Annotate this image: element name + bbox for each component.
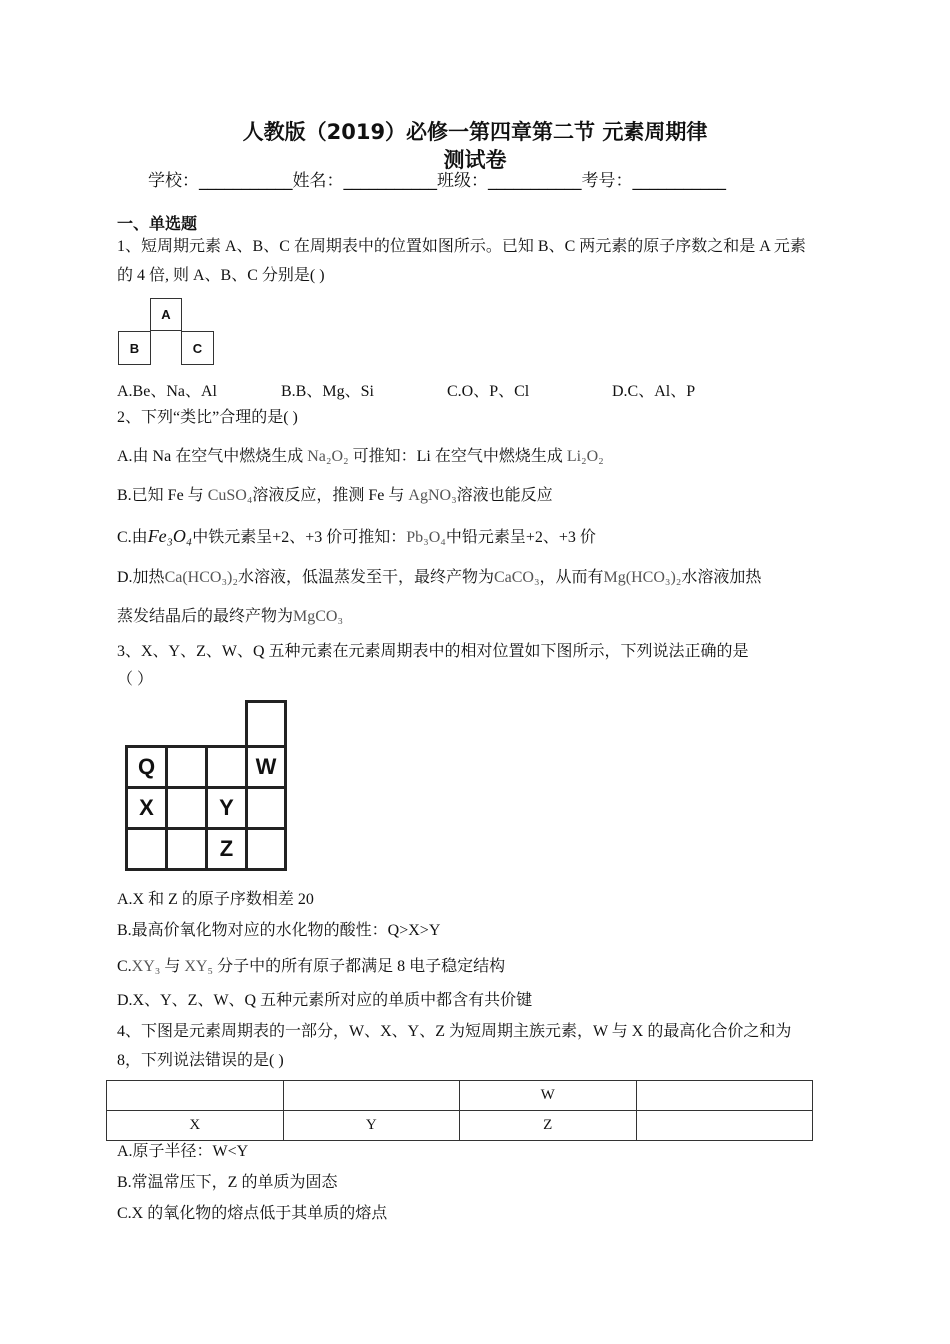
q1-cell-c: C	[181, 331, 214, 365]
q3-option-a: A.X 和 Z 的原子序数相差 20	[117, 891, 314, 908]
q2-option-a: A.由 Na 在空气中燃烧生成 Na₂O₂ 可推知：Li 在空气中燃烧生成 Li₂O₂	[117, 448, 604, 465]
q3-stem-2: （ ）	[117, 671, 154, 688]
subtitle: 测试卷	[443, 148, 507, 172]
q2-option-c: C.由Fe₃O₄中铁元素呈+2、+3 价可推知：Pb₃O₄中铅元素呈+2、+3 价	[117, 526, 596, 546]
q3-stem: 3、X、Y、Z、W、Q 五种元素在元素周期表中的相对位置如下图所示，下列说法正确的是	[117, 643, 749, 660]
q1-option-b: B.B、Mg、Si	[281, 383, 374, 400]
q3-option-b: B.最高价氧化物对应的水化物的酸性：Q>X>Y	[117, 922, 441, 939]
q4-stem-2: 8，下列说法错误的是( )	[117, 1052, 284, 1069]
q1-cell-b: B	[118, 331, 151, 365]
q2-option-d-cont: 蒸发结晶后的最终产物为MgCO₃	[117, 608, 344, 625]
q1-cell-a: A	[150, 298, 182, 331]
q4-option-a: A.原子半径：W<Y	[117, 1143, 249, 1160]
q4-option-b: B.常温常压下，Z 的单质为固态	[117, 1174, 338, 1191]
q2-option-b: B.已知 Fe 与 CuSO₄溶液反应，推测 Fe 与 AgNO₃溶液也能反应	[117, 487, 553, 504]
q3-option-d: D.X、Y、Z、W、Q 五种元素所对应的单质中都含有共价键	[117, 992, 533, 1009]
q4-stem: 4、下图是元素周期表的一部分，W、X、Y、Z 为短周期主族元素，W 与 X 的最高化合价之和为	[117, 1023, 792, 1040]
table-row: W	[107, 1081, 813, 1111]
q3-option-c: C.XY₃ 与 XY₅ 分子中的所有原子都满足 8 电子稳定结构	[117, 958, 506, 975]
q2-stem: 2、下列“类比”合理的是( )	[117, 409, 298, 426]
document-page: 人教版（2019）必修一第四章第二节 元素周期律 测试卷 学校：___________姓名：___________班级：___________考号：___________ 一、单选题 1、短周期元素 A、B、C 在周期表中的位置如图所示。已知 B、C 两元素的原子序数之和是 A 元素 的 4 倍, 则 A、B、C 分别是( ) A B C A.Be、Na、Al B.B、Mg、Si C.O、P、Cl D.C、Al、P 2、下列“类比”合理的是( ) A.由 Na 在空气中燃烧生成 Na₂O₂ 可推知：Li 在空气中燃烧生成 Li₂O₂ B.已知 Fe 与 CuSO₄溶液反应，推测 Fe 与 AgNO₃溶液也能反应 C.由Fe₃O₄中铁元素呈+2、+3 价可推知：Pb₃O₄中铅元素呈+2、+3 价 D.加热Ca(HCO₃)₂水溶液，低温蒸发至干，最终产物为CaCO₃，从而有Mg(HCO₃)₂水溶液加热 蒸发结晶后的最终产物为MgCO₃ 3、X、Y、Z、W、Q 五种元素在元素周期表中的相对位置如下图所示，下列说法正确的是 （ ） Q W X Y Z A.X 和 Z 的原子序数相差 20 B.最高价氧化物对应的水化物的酸性：Q>X>Y C.XY₃ 与 XY₅ 分子中的所有原子都满足 8 电子稳定结构 D.X、Y、Z、W、Q 五种元素所对应的单质中都含有共价键 4、下图是元素周期表的一部分，W、X、Y、Z 为短周期主族元素，W 与 X 的最高化合价之和为 8，下列说法错误的是( ) W X Y Z A.原子半径：W<Y B.常温常压下，Z 的单质为固态 C.X 的氧化物的熔点低于其单质的熔点	[0, 0, 950, 1344]
title: 人教版（2019）必修一第四章第二节 元素周期律	[242, 120, 708, 144]
q1-option-c: C.O、P、Cl	[447, 383, 530, 400]
q1-option-a: A.Be、Na、Al	[117, 383, 217, 400]
q1-stem: 1、短周期元素 A、B、C 在周期表中的位置如图所示。已知 B、C 两元素的原子序数之和是 A 元素	[117, 238, 806, 255]
q4-option-c: C.X 的氧化物的熔点低于其单质的熔点	[117, 1205, 388, 1222]
q1-option-d: D.C、Al、P	[612, 383, 696, 400]
table-row: X Y Z	[107, 1111, 813, 1141]
student-info: 学校：___________姓名：___________班级：___________考号：___________	[148, 171, 726, 191]
q4-periodic-table	[106, 1080, 813, 1141]
q2-option-d: D.加热Ca(HCO₃)₂水溶液，低温蒸发至干，最终产物为CaCO₃，从而有Mg(HCO₃)₂水溶液加热	[117, 569, 762, 586]
section-heading: 一、单选题	[117, 214, 198, 233]
q1-stem-2: 的 4 倍, 则 A、B、C 分别是( )	[117, 267, 325, 284]
